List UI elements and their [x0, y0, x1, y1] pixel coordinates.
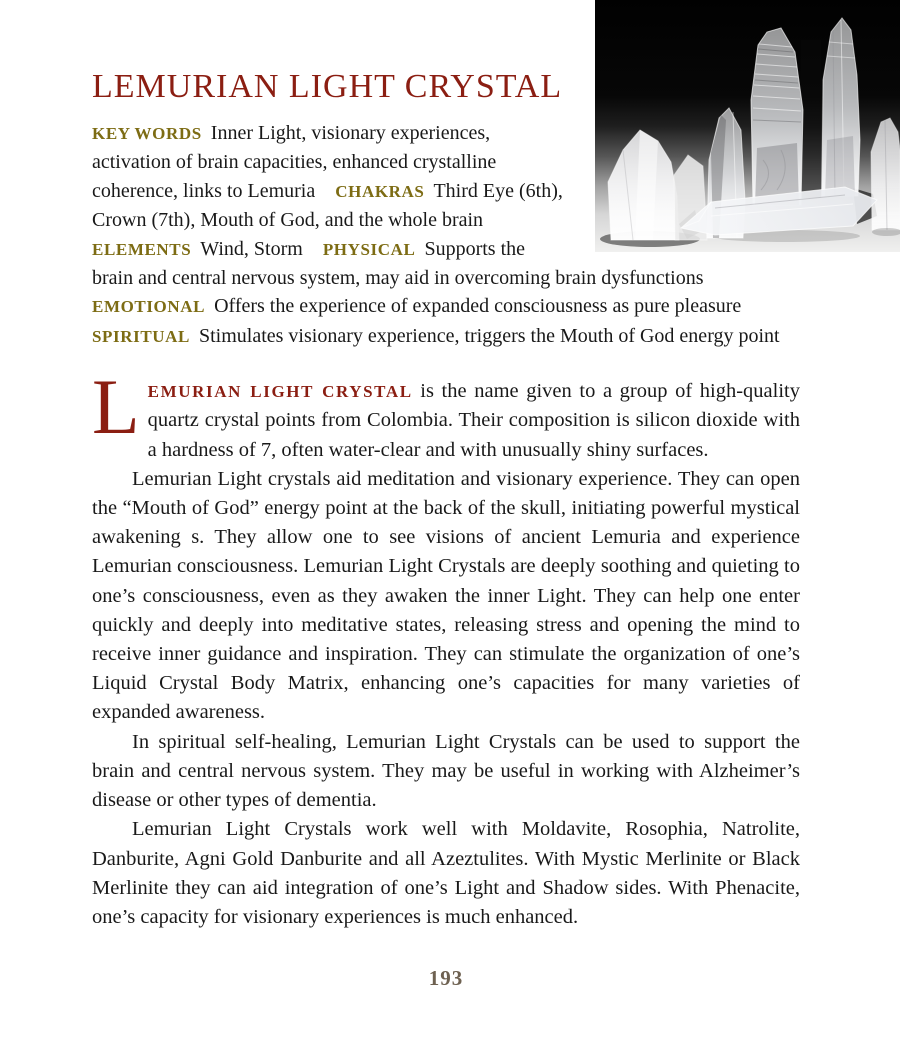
paragraph: Lemurian Light Crystals work well with Moldavite, Rosophia, Natrolite, Danburite, Agni Gold Danburite and all Azeztulites. With Mystic Merlinite or Black Merlinite they can aid integration of one’s Light and Shadow sides. With Phenacite, one’s capacity for visionary experiences is much enhanced. — [92, 818, 800, 928]
attribute-text: Inner Light, visionary experiences, activation of brain capacities, enhanced crystalline coherence, links to Lemuria — [92, 122, 497, 202]
page-title: LEMURIAN LIGHT CRYSTAL — [92, 68, 563, 105]
attribute-text: Third Eye (6th), Crown (7th), Mouth of God, and the whole brain — [92, 179, 563, 232]
page-number: 193 — [428, 966, 464, 990]
attribute-text: Wind, Storm — [200, 237, 303, 260]
attribute-spiritual — [92, 325, 780, 347]
attribute-label: EMOTIONAL — [92, 297, 206, 317]
drop-cap: L — [92, 363, 140, 451]
attribute-label: ELEMENTS — [92, 239, 192, 259]
attribute-label: CHAKRAS — [335, 181, 425, 201]
attribute-text: Supports the brain and central nervous system, may aid in overcoming brain dysfunctions — [92, 237, 704, 290]
photo-float-spacer — [570, 0, 800, 252]
article-body — [92, 363, 800, 932]
attribute-label: PHYSICAL — [322, 239, 416, 259]
paragraph-text: is the name given to a group of high-quality quartz crystal points from Colombia. Their composition is silicon dioxide with a hardness of 7, often water-clear and with unusually shiny surfaces. — [147, 380, 800, 461]
paragraph: Lemurian Light crystals aid meditation and visionary experience. They can open the “Mouth of God” energy point at the back of the skull, initiating powerful mystical awakening s. They allow one to see visions of ancient Lemuria and experience Lemurian consciousness. Lemurian Light Crystals are deeply soothing and quieting to one’s consciousness, even as they awaken the inner Light. They can help one enter quickly and deeply into meditative states, releasing stress and opening the mind to receive inner guidance and inspiration. They can stimulate the organization of one’s Liquid Crystal Body Matrix, enhancing one’s capacities for many varieties of expanded awareness. — [92, 467, 800, 724]
paragraph: In spiritual self-healing, Lemurian Light Crystals can be used to support the brain and central nervous system. They may be useful in working with Alzheimer’s disease or other types of dementia. — [92, 730, 800, 812]
text-column — [92, 0, 800, 990]
attribute-text: Stimulates visionary experience, triggers the Mouth of God energy point — [198, 324, 780, 347]
attribute-text: Offers the experience of expanded consciousness as pure pleasure — [214, 295, 742, 318]
lead-smallcaps: EMURIAN LIGHT CRYSTAL — [147, 382, 413, 402]
attribute-elements — [92, 238, 303, 260]
attribute-label: KEY WORDS — [92, 124, 202, 143]
attribute-label: SPIRITUAL — [92, 326, 190, 346]
paragraph-intro — [92, 363, 800, 465]
attribute-emotional — [92, 295, 741, 317]
